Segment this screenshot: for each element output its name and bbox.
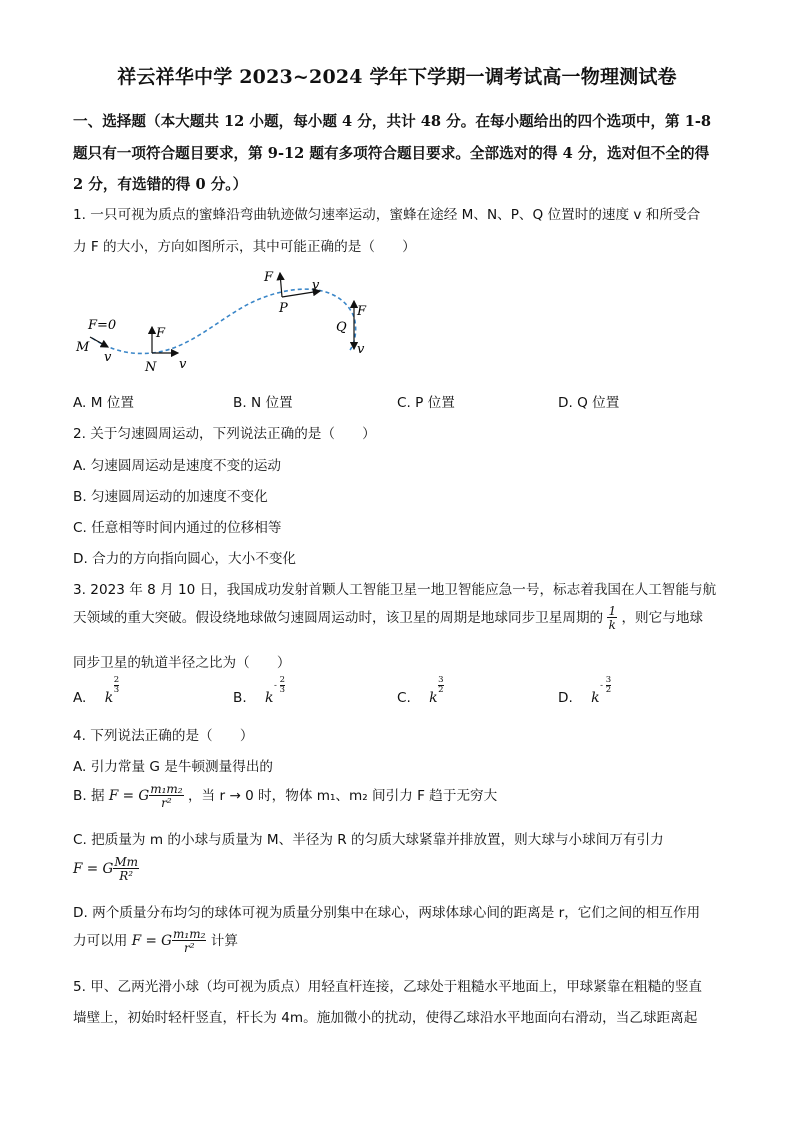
- label-m: M: [76, 340, 90, 355]
- q4-option-c-formula-lhs: F = G: [73, 861, 114, 877]
- q3-option-c-exp-den: 2: [438, 684, 444, 695]
- q3-option-a-exponent: [114, 676, 119, 694]
- q4-option-b-formula-fraction: [149, 783, 183, 809]
- q2-stem: 2. 关于匀速圆周运动，下列说法正确的是（ ）: [73, 426, 376, 442]
- q1-option-c[interactable]: C. P 位置: [397, 395, 455, 411]
- q4-option-c-formula-den: R²: [113, 868, 139, 882]
- q3-line2-part1: 天领域的重大突破。假设绕地球做匀速圆周运动时，该卫星的周期是地球同步卫星周期的: [73, 610, 604, 626]
- q3-fraction: [607, 605, 617, 631]
- q3-option-a-base: k: [104, 690, 114, 706]
- q3-option-b-label: B.: [233, 690, 247, 706]
- q4-option-d-formula-lhs: F = G: [131, 933, 173, 949]
- q3-option-c-exponent: [438, 676, 443, 694]
- q3-option-a-exp-den: 3: [113, 684, 120, 695]
- q3-option-b-exponent: [274, 676, 285, 694]
- q4-option-c-formula-fraction: [113, 856, 139, 882]
- q4-option-a[interactable]: A. 引力常量 G 是牛顿测量得出的: [73, 759, 274, 775]
- q2-option-c[interactable]: C. 任意相等时间内通过的位移相等: [73, 520, 282, 536]
- label-v-q: v: [357, 342, 365, 357]
- q4-option-c-formula-num: Mm: [114, 855, 138, 869]
- q3-option-a-label: A.: [73, 690, 87, 706]
- q3-option-b-exp-den: 3: [279, 684, 285, 695]
- q4-option-b-formula-den: r²: [149, 795, 183, 809]
- m-velocity-arrow: [90, 337, 108, 347]
- q3-option-c-base: k: [429, 690, 438, 706]
- q3-stem-line1: 3. 2023 年 8 月 10 日，我国成功发射首颗人工智能卫星一地卫智能应急一号，标志着我国在人工智能与航: [73, 582, 717, 598]
- label-v-n: v: [179, 357, 187, 372]
- q3-option-b-expr: [264, 675, 285, 706]
- q4-option-d-formula-num: m₁m₂: [173, 927, 206, 941]
- q5-stem-line2: 墙壁上，初始时轻杆竖直，杆长为 4m。施加微小的扰动，使得乙球沿水平地面向右滑动，当乙球距离起: [73, 1010, 698, 1026]
- q3-option-a[interactable]: [73, 675, 120, 706]
- q3-option-a-expr: [104, 675, 120, 706]
- q3-option-c-exp-num: 3: [438, 675, 444, 685]
- q3-option-b-base: k: [264, 690, 274, 706]
- label-q: Q: [336, 320, 347, 335]
- q1-stem-line1: 1. 一只可视为质点的蜜蜂沿弯曲轨迹做匀速率运动，蜜蜂在途经 M、N、P、Q 位置时的速度 v 和所受合: [73, 207, 701, 223]
- section-heading: 一、选择题（本大题共 12 小题，每小题 4 分，共计 48 分。在每小题给出的四个选项中，第 1-8 题只有一项符合题目要求，第 9-12 题有多项符合题目要求。全部选对的得 4 分，选对但不全的得 2 分，有选错的得 0 分。）: [73, 113, 712, 193]
- label-f-n: F: [156, 326, 166, 341]
- q3-fraction-denominator: k: [608, 618, 616, 632]
- q4-option-d-prefix: 力可以用: [73, 933, 128, 949]
- trajectory-curve: [92, 289, 356, 353]
- q4-option-d-formula-fraction: [172, 928, 206, 954]
- q3-option-d-exp-den: 2: [605, 684, 612, 695]
- q3-option-d-expr: [591, 675, 612, 706]
- q4-stem: 4. 下列说法正确的是（ ）: [73, 728, 254, 744]
- q1-trajectory-figure: [72, 265, 392, 380]
- label-v-m: v: [104, 350, 112, 365]
- page-title: 祥云祥华中学 2023~2024 学年下学期一调考试高一物理测试卷: [117, 66, 677, 88]
- label-f0: F=0: [88, 318, 117, 333]
- q4-option-b-suffix: ，当 r → 0 时，物体 m₁、m₂ 间引力 F 趋于无穷大: [187, 788, 498, 804]
- label-n: N: [145, 360, 157, 375]
- q1-stem-line2: 力 F 的大小，方向如图所示，其中可能正确的是（ ）: [73, 239, 416, 255]
- q4-option-d-suffix: 计算: [210, 933, 238, 949]
- q3-option-d-label: D.: [558, 690, 573, 706]
- q4-option-d-line2: [73, 928, 238, 954]
- q3-option-a-exp-num: 2: [113, 675, 120, 685]
- q3-fraction-numerator: 1: [608, 604, 617, 618]
- q3-option-b[interactable]: [233, 675, 285, 706]
- q3-stem-line3: 同步卫星的轨道半径之比为（ ）: [73, 655, 291, 671]
- q2-option-a[interactable]: A. 匀速圆周运动是速度不变的运动: [73, 458, 282, 474]
- q2-option-d[interactable]: D. 合力的方向指向圆心，大小不变化: [73, 551, 297, 567]
- q4-option-b-formula-num: m₁m₂: [150, 782, 183, 796]
- label-f-q: F: [357, 304, 367, 319]
- q3-option-d[interactable]: [558, 675, 612, 706]
- p-force-arrow: [280, 273, 282, 297]
- q1-option-b[interactable]: B. N 位置: [233, 395, 293, 411]
- q4-option-c[interactable]: C. 把质量为 m 的小球与质量为 M、半径为 R 的匀质大球紧靠并排放置，则大球与小球间万有引力: [73, 832, 664, 848]
- q3-option-d-sign: -: [600, 680, 603, 691]
- q3-option-b-sign: -: [273, 680, 277, 691]
- q3-option-b-exp-num: 2: [279, 675, 285, 685]
- q3-option-c[interactable]: [397, 675, 444, 706]
- label-v-p: v: [312, 278, 320, 293]
- q5-stem-line1: 5. 甲、乙两光滑小球（均可视为质点）用轻直杆连接，乙球处于粗糙水平地面上，甲球紧靠在粗糙的竖直: [73, 979, 703, 995]
- q4-option-b-prefix: B. 据: [73, 788, 105, 804]
- label-p: P: [279, 301, 288, 316]
- q3-line2-part2: ，则它与地球: [621, 610, 704, 626]
- label-f-p: F: [264, 270, 274, 285]
- q1-option-a[interactable]: A. M 位置: [73, 395, 134, 411]
- q3-option-c-expr: [429, 675, 444, 706]
- q4-option-d-line1[interactable]: D. 两个质量分布均匀的球体可视为质量分别集中在球心，两球体球心间的距离是 r，它们之间的相互作用: [73, 905, 701, 921]
- q4-option-d-formula-den: r²: [172, 940, 206, 954]
- q3-option-d-exponent: [600, 676, 611, 694]
- q3-option-c-label: C.: [397, 690, 411, 706]
- q3-option-d-exp-num: 3: [605, 675, 612, 685]
- q4-option-c-formula: [73, 856, 139, 882]
- q3-stem-line2: [73, 605, 703, 631]
- q4-option-b[interactable]: [73, 783, 497, 809]
- q3-option-d-base: k: [591, 690, 600, 706]
- q1-option-d[interactable]: D. Q 位置: [558, 395, 620, 411]
- q4-option-b-formula-lhs: F = G: [108, 788, 150, 804]
- q2-option-b[interactable]: B. 匀速圆周运动的加速度不变化: [73, 489, 268, 505]
